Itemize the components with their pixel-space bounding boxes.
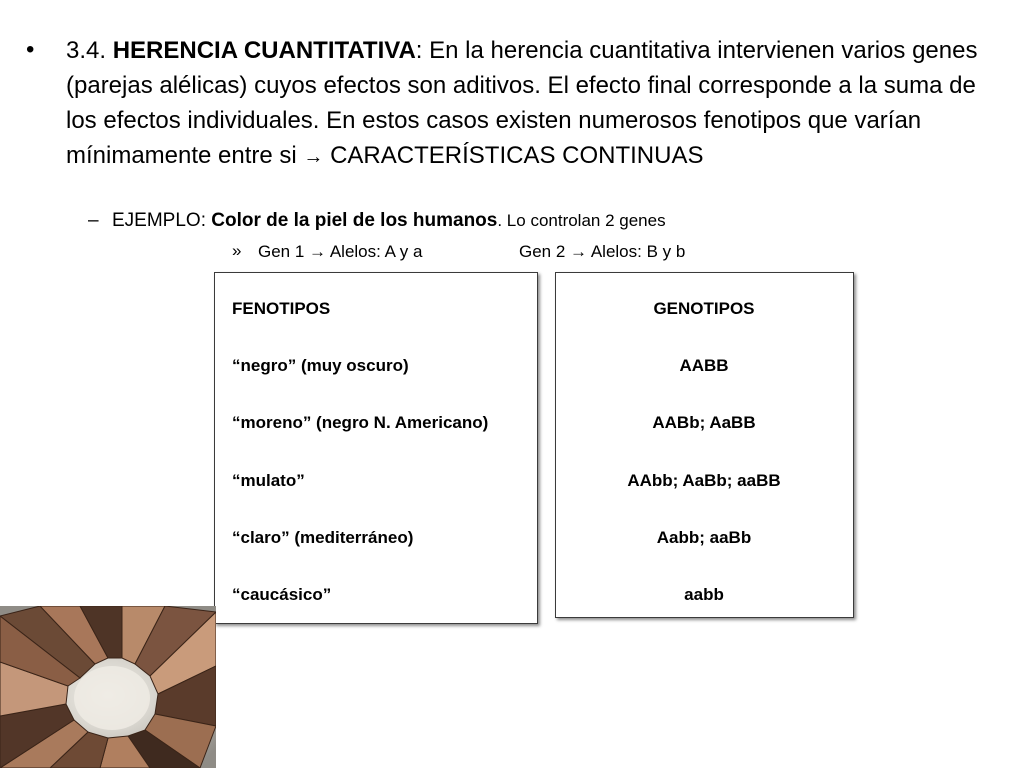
main-bullet: • <box>26 36 35 63</box>
example-prefix: EJEMPLO: <box>112 210 212 231</box>
arrow-right-icon: → <box>309 242 327 261</box>
genotipo-item: Aabb; aaBb <box>656 528 752 547</box>
gene1-line <box>258 240 422 264</box>
gene1-alleles: Alelos: A y a <box>326 242 423 261</box>
example-bold: Color de la piel de los humanos <box>211 210 498 231</box>
genotipo-item: aabb <box>684 585 724 604</box>
gene1-label: Gen 1 <box>258 242 310 261</box>
circle-of-feet-photo <box>0 606 216 768</box>
arrow-right-icon: → <box>303 146 324 168</box>
main-description: : En la herencia cuantitativa intervienen varios genes (parejas alélicas) cuyos efectos son aditivos. El efecto final corresponde a la suma de los efectos individuales. En estos casos existen numerosos fenotipos que varían mínimamente entre si <box>66 37 978 169</box>
arrow-right-icon: → <box>570 242 588 261</box>
gene2-line <box>519 240 685 264</box>
fenotipo-item: “negro” (muy oscuro) <box>232 356 409 375</box>
fenotipos-box <box>214 272 538 624</box>
fenotipos-header: FENOTIPOS <box>232 299 331 318</box>
main-conclusion: CARACTERÍSTICAS CONTINUAS <box>323 142 704 169</box>
fenotipo-item: “caucásico” <box>232 585 332 604</box>
genotipos-box <box>555 272 854 618</box>
section-number: 3.4. <box>66 37 107 64</box>
genotipo-item: AABb; AaBB <box>652 413 756 432</box>
gene2-label: Gen 2 <box>519 242 571 261</box>
genes-bullet: » <box>232 241 242 260</box>
example-line <box>112 208 666 234</box>
main-paragraph <box>66 33 1006 175</box>
fenotipo-item: “claro” (mediterráneo) <box>232 528 414 547</box>
genotipo-item: AAbb; AaBb; aaBB <box>627 471 781 490</box>
fenotipo-item: “mulato” <box>232 471 305 490</box>
genotipo-item: AABB <box>679 356 729 375</box>
example-suffix: . Lo controlan 2 genes <box>497 211 666 230</box>
fenotipo-item: “moreno” (negro N. Americano) <box>232 413 489 432</box>
section-title: HERENCIA CUANTITATIVA <box>112 37 416 64</box>
genotipos-header: GENOTIPOS <box>653 299 755 318</box>
example-dash: – <box>88 210 99 231</box>
gene2-alleles: Alelos: B y b <box>587 242 686 261</box>
